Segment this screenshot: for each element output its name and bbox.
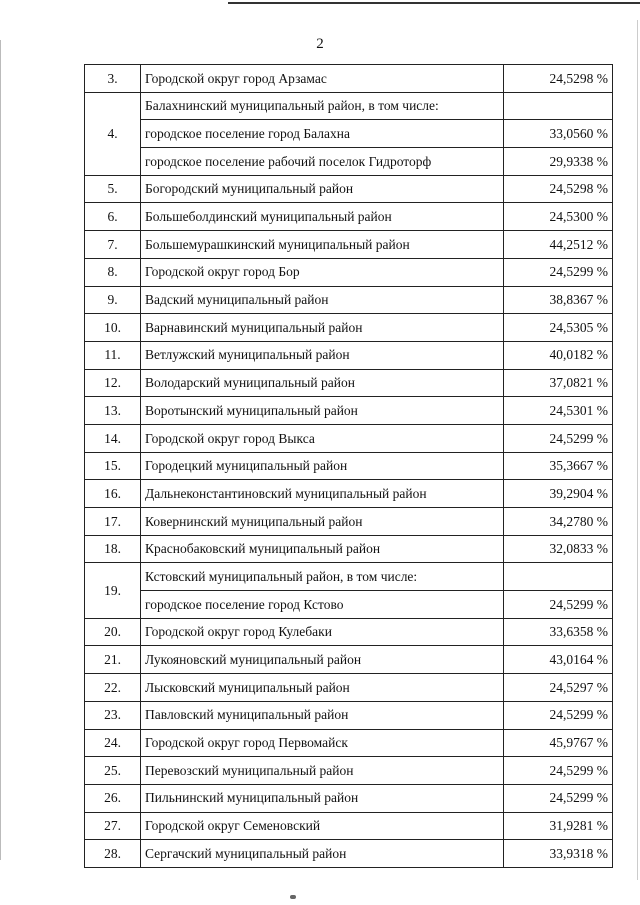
municipality-name: Большемурашкинский муниципальный район — [141, 231, 504, 259]
municipality-name: Балахнинский муниципальный район, в том числе: — [141, 92, 504, 120]
table-row — [85, 535, 613, 563]
row-number: 25. — [85, 757, 141, 785]
row-number: 27. — [85, 812, 141, 840]
row-number: 15. — [85, 452, 141, 480]
row-number: 3. — [85, 65, 141, 93]
table-row — [85, 784, 613, 812]
allocation-table — [84, 64, 613, 868]
row-number: 10. — [85, 314, 141, 342]
percentage-value: 24,5299 % — [504, 701, 613, 729]
table-row — [85, 812, 613, 840]
table-row — [85, 591, 613, 619]
percentage-value: 24,5299 % — [504, 258, 613, 286]
row-number: 9. — [85, 286, 141, 314]
table-row — [85, 452, 613, 480]
table-row — [85, 314, 613, 342]
table-row — [85, 840, 613, 868]
percentage-value — [504, 92, 613, 120]
table-row — [85, 757, 613, 785]
municipality-name: Городской округ город Выкса — [141, 424, 504, 452]
percentage-value: 32,0833 % — [504, 535, 613, 563]
table-row — [85, 92, 613, 120]
percentage-value: 24,5297 % — [504, 674, 613, 702]
table-row — [85, 286, 613, 314]
row-number: 5. — [85, 175, 141, 203]
percentage-value: 24,5300 % — [504, 203, 613, 231]
row-number: 14. — [85, 424, 141, 452]
page-number: 2 — [316, 36, 324, 52]
municipality-name: Дальнеконстантиновский муниципальный район — [141, 480, 504, 508]
percentage-value: 40,0182 % — [504, 341, 613, 369]
municipality-name: Кстовский муниципальный район, в том числе: — [141, 563, 504, 591]
percentage-value: 24,5298 % — [504, 65, 613, 93]
table-row — [85, 148, 613, 176]
scan-left-edge — [0, 40, 1, 860]
percentage-value: 29,9338 % — [504, 148, 613, 176]
scan-right-edge — [637, 20, 638, 880]
row-number: 12. — [85, 369, 141, 397]
municipality-name: Перевозский муниципальный район — [141, 757, 504, 785]
row-number: 20. — [85, 618, 141, 646]
row-number: 23. — [85, 701, 141, 729]
municipality-name: Городской округ город Бор — [141, 258, 504, 286]
table-row — [85, 701, 613, 729]
municipality-name: Вадский муниципальный район — [141, 286, 504, 314]
percentage-value: 24,5301 % — [504, 397, 613, 425]
row-number: 8. — [85, 258, 141, 286]
table-body — [85, 65, 613, 868]
municipality-name: Лукояновский муниципальный район — [141, 646, 504, 674]
row-number: 13. — [85, 397, 141, 425]
percentage-value: 24,5298 % — [504, 175, 613, 203]
row-number: 26. — [85, 784, 141, 812]
row-number: 19. — [85, 563, 141, 618]
municipality-name: Володарский муниципальный район — [141, 369, 504, 397]
municipality-name: Городецкий муниципальный район — [141, 452, 504, 480]
municipality-name: Городской округ город Кулебаки — [141, 618, 504, 646]
percentage-value: 37,0821 % — [504, 369, 613, 397]
percentage-value: 44,2512 % — [504, 231, 613, 259]
table-row — [85, 258, 613, 286]
percentage-value: 38,8367 % — [504, 286, 613, 314]
municipality-name: Большеболдинский муниципальный район — [141, 203, 504, 231]
table-row — [85, 480, 613, 508]
percentage-value: 24,5299 % — [504, 424, 613, 452]
percentage-value: 33,9318 % — [504, 840, 613, 868]
municipality-name: городское поселение рабочий поселок Гидроторф — [141, 148, 504, 176]
row-number: 24. — [85, 729, 141, 757]
row-number: 16. — [85, 480, 141, 508]
row-number: 21. — [85, 646, 141, 674]
table-row — [85, 508, 613, 536]
table-row — [85, 203, 613, 231]
municipality-name: Ветлужский муниципальный район — [141, 341, 504, 369]
row-number: 7. — [85, 231, 141, 259]
municipality-name: Варнавинский муниципальный район — [141, 314, 504, 342]
municipality-name: Лысковский муниципальный район — [141, 674, 504, 702]
table-row — [85, 563, 613, 591]
municipality-name: Городской округ город Арзамас — [141, 65, 504, 93]
percentage-value: 35,3667 % — [504, 452, 613, 480]
table-row — [85, 618, 613, 646]
row-number: 17. — [85, 508, 141, 536]
percentage-value: 24,5299 % — [504, 757, 613, 785]
table-row — [85, 674, 613, 702]
municipality-name: Краснобаковский муниципальный район — [141, 535, 504, 563]
percentage-value: 24,5305 % — [504, 314, 613, 342]
table-row — [85, 65, 613, 93]
row-number: 18. — [85, 535, 141, 563]
table-row — [85, 175, 613, 203]
municipality-name: городское поселение город Балахна — [141, 120, 504, 148]
municipality-name: Пильнинский муниципальный район — [141, 784, 504, 812]
percentage-value: 33,6358 % — [504, 618, 613, 646]
municipality-name: городское поселение город Кстово — [141, 591, 504, 619]
scan-speck — [290, 895, 296, 899]
table-row — [85, 646, 613, 674]
percentage-value: 43,0164 % — [504, 646, 613, 674]
row-number: 11. — [85, 341, 141, 369]
municipality-name: Богородский муниципальный район — [141, 175, 504, 203]
municipality-name: Воротынский муниципальный район — [141, 397, 504, 425]
table-row — [85, 231, 613, 259]
table-row — [85, 120, 613, 148]
percentage-value: 33,0560 % — [504, 120, 613, 148]
percentage-value: 45,9767 % — [504, 729, 613, 757]
scan-top-rule — [228, 2, 640, 4]
table-row — [85, 397, 613, 425]
percentage-value: 39,2904 % — [504, 480, 613, 508]
municipality-name: Городской округ Семеновский — [141, 812, 504, 840]
table-row — [85, 341, 613, 369]
row-number: 6. — [85, 203, 141, 231]
table-row — [85, 729, 613, 757]
percentage-value: 31,9281 % — [504, 812, 613, 840]
municipality-name: Ковернинский муниципальный район — [141, 508, 504, 536]
table-row — [85, 369, 613, 397]
row-number: 28. — [85, 840, 141, 868]
percentage-value: 34,2780 % — [504, 508, 613, 536]
row-number: 4. — [85, 92, 141, 175]
municipality-name: Городской округ город Первомайск — [141, 729, 504, 757]
percentage-value — [504, 563, 613, 591]
percentage-value: 24,5299 % — [504, 784, 613, 812]
municipality-name: Павловский муниципальный район — [141, 701, 504, 729]
row-number: 22. — [85, 674, 141, 702]
percentage-value: 24,5299 % — [504, 591, 613, 619]
table-row — [85, 424, 613, 452]
municipality-name: Сергачский муниципальный район — [141, 840, 504, 868]
